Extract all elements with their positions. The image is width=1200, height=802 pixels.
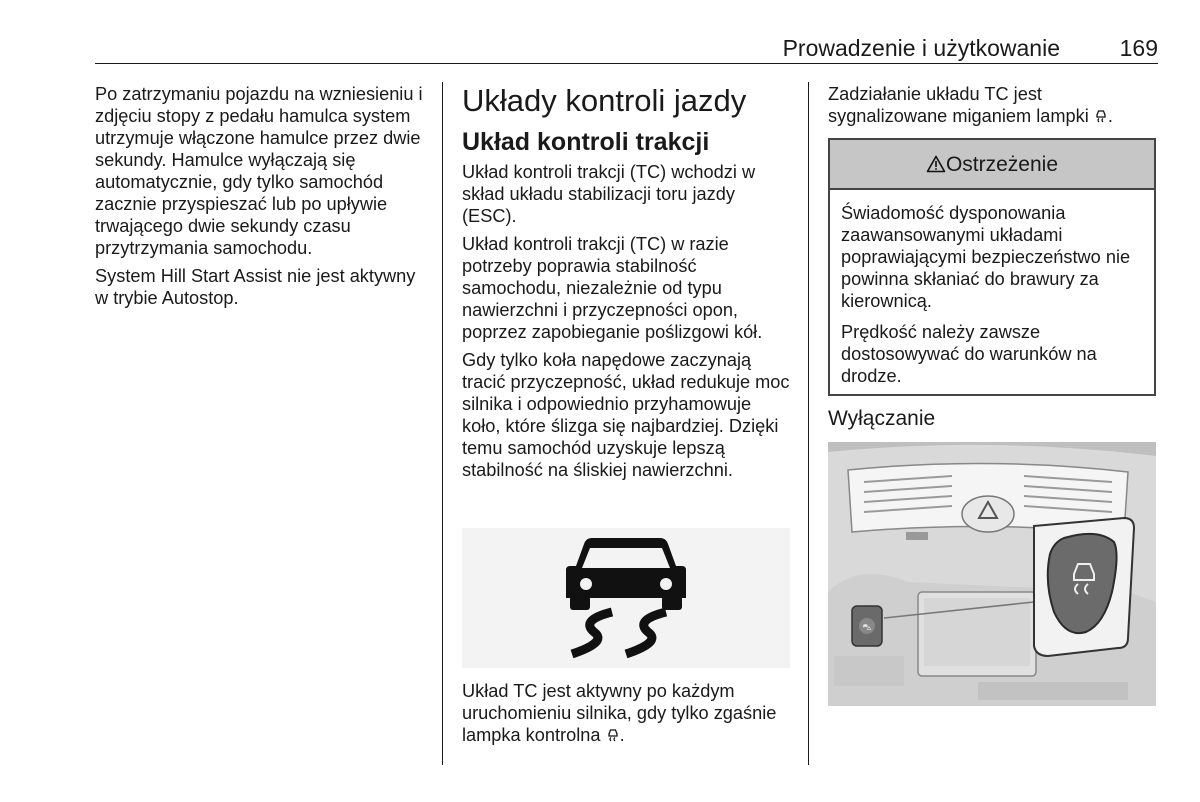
traction-control-icon (1094, 109, 1108, 123)
tc-active-text: Układ TC jest aktywny po każdym uruchomieniu silnika, gdy tylko zgaśnie lampka kontrolna (462, 681, 777, 745)
section-heading: Układy kontroli jazdy (462, 83, 747, 118)
paragraph-hill-start: Po zatrzymaniu pojazdu na wzniesieniu i zdjęciu stopy z pedału hamulca system utrzymuje włączone hamulce przez dwie sekundy. Hamulce wyłączają się automatycznie, gdy tylko samochód zacznie przyspieszać lub po upływie trwającego dwie sekundy czasu przytrzymania samochodu. (95, 84, 423, 258)
paragraph-autostop: System Hill Start Assist nie jest aktywny w trybie Autostop. (95, 266, 416, 308)
paragraph-tc-signal: Zadziałanie układu TC jest sygnalizowane miganiem lampki . (828, 84, 1113, 126)
svg-text:⛍: ⛍ (862, 623, 872, 633)
warning-paragraph-2: Prędkość należy zawsze dostosowywać do warunków na drodze. (841, 322, 1097, 386)
tc-symbol-figure (462, 528, 790, 668)
header-rule (95, 63, 1158, 64)
paragraph-tc-active: Układ TC jest aktywny po każdym uruchomieniu silnika, gdy tylko zgaśnie lampka kontrolna . (462, 681, 777, 745)
column-divider-1 (442, 82, 443, 765)
paragraph-tc-function: Układ kontroli trakcji (TC) w razie potrzeby poprawia stabilność samochodu, niezależnie od typu nawierzchni i przyczepności opon, poprzez zapobieganie poślizgowi kół. (462, 234, 763, 342)
column-2-bottom (462, 680, 792, 752)
paragraph-tc-operation: Gdy tylko koła napędowe zaczynają tracić przyczepność, układ redukuje moc silnika i odpowiednio przyhamowuje koło, które ślizga się najbardziej. Dzięki temu samochód uzyskuje lepszą stabilność na śliskiej nawierzchni. (462, 350, 790, 480)
paragraph-tc-intro: Układ kontroli trakcji (TC) wchodzi w skład układu stabilizacji toru jazdy (ESC). (462, 162, 756, 226)
warning-header (830, 140, 1154, 190)
column-3 (828, 83, 1158, 133)
page-number: 169 (1119, 35, 1158, 61)
running-header-title: Prowadzenie i użytkowanie (782, 35, 1060, 61)
dashboard-tc-button-illustration (828, 442, 1156, 706)
warning-paragraph-1: Świadomość dysponowania zaawansowanymi układami poprawiającymi bezpieczeństwo nie powinna skłaniać do brawury za kierownicą. (841, 203, 1131, 311)
dashboard-illustration-svg (828, 442, 1156, 706)
column-divider-2 (808, 82, 809, 765)
tc-signal-text: Zadziałanie układu TC jest sygnalizowane miganiem lampki (828, 84, 1089, 126)
warning-box (828, 138, 1156, 396)
traction-control-large-icon (462, 528, 790, 668)
warning-body (830, 190, 1154, 387)
subsection-heading: Układ kontroli trakcji (462, 128, 710, 156)
warning-title: Ostrzeżenie (945, 153, 1059, 176)
warning-triangle-icon (926, 155, 946, 173)
column-1 (95, 83, 425, 315)
subsection-heading-disable: Wyłączanie (828, 407, 936, 430)
traction-control-icon (606, 728, 620, 742)
column-2 (462, 83, 792, 487)
